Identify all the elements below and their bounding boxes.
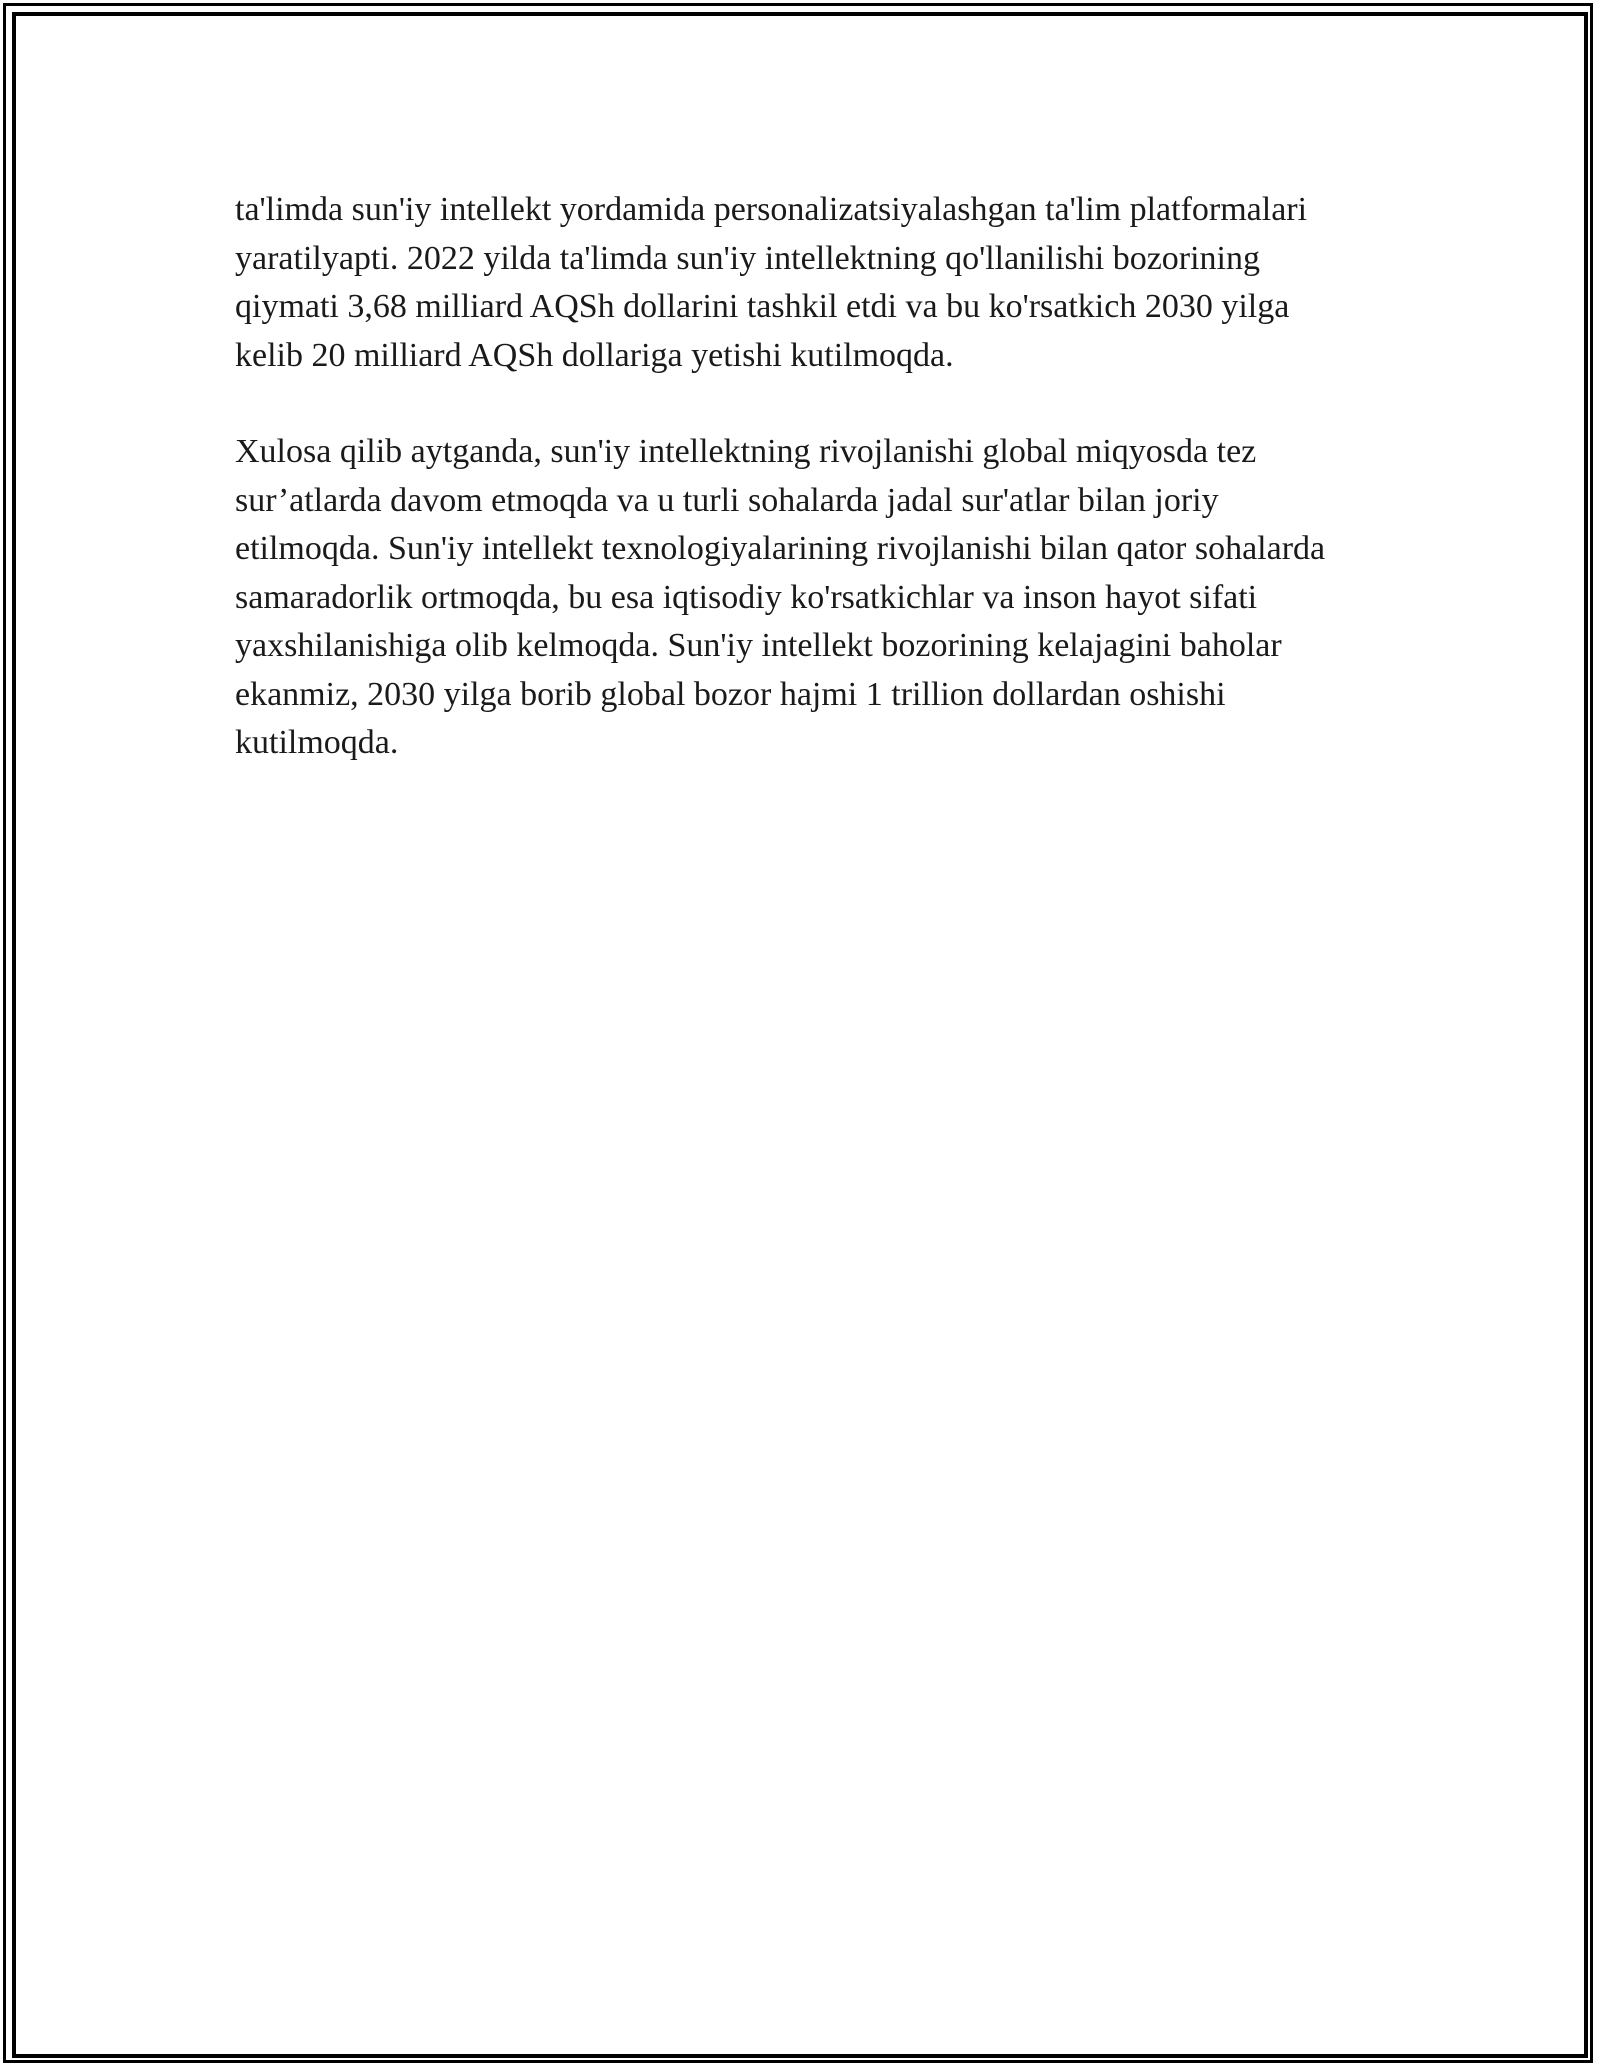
paragraph-ai-education: ta'limda sun'iy intellekt yordamida personalizatsiyalashgan ta'lim platformalari yaratilyapti. 2022 yilda ta'limda sun'iy intellektning qo'llanilishi bozorining qiymati 3,68 milliard AQSh dollarini tashkil etdi va bu ko'rsatkich 2030 yilga kelib 20 milliard AQSh dollariga yetishi kutilmoqda. xyxy=(235,191,1308,374)
paragraph-conclusion: Xulosa qilib aytganda, sun'iy intellektning rivojlanishi global miqyosda tez sur’atlarda davom etmoqda va u turli sohalarda jadal sur'atlar bilan joriy etilmoqda. Sun'iy intellekt texnologiyalarining rivojlanishi bilan qator sohalarda samaradorlik ortmoqda, bu esa iqtisodiy ko'rsatkichlar va inson hayot sifati yaxshilanishiga olib kelmoqda. Sun'iy intellekt bozorining kelajagini baholar ekanmiz, 2030 yilga borib global bozor hajmi 1 trillion dollardan oshishi kutilmoqda. xyxy=(235,433,1326,761)
document-body xyxy=(235,186,1365,768)
